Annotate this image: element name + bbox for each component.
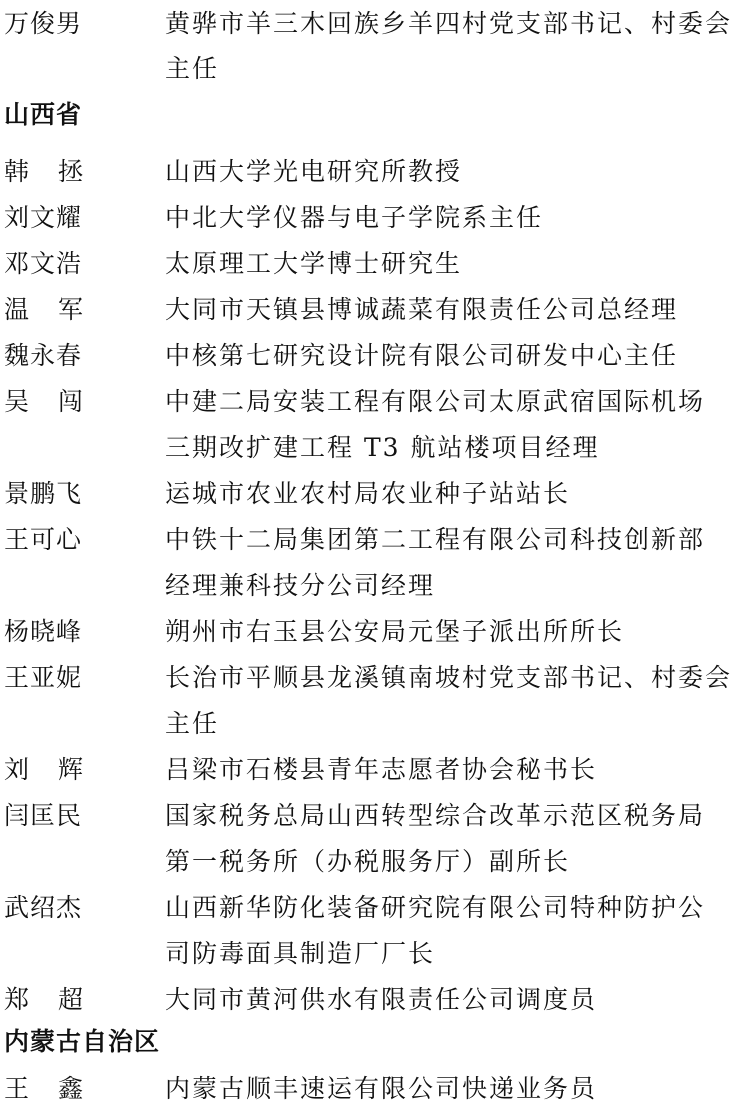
person-title: 内蒙古顺丰速运有限公司快递业务员 bbox=[165, 1074, 598, 1103]
entry-continuation bbox=[0, 425, 750, 471]
entry-row bbox=[0, 517, 750, 563]
person-title: 国家税务总局山西转型综合改革示范区税务局 bbox=[165, 801, 706, 830]
entry-continuation bbox=[0, 563, 750, 609]
entry-row bbox=[0, 1066, 750, 1112]
person-name: 王可心 bbox=[4, 525, 83, 554]
person-name-part: 拯 bbox=[57, 157, 84, 186]
person-name-part: 郑 bbox=[4, 985, 31, 1014]
person-name: 景鹏飞 bbox=[4, 479, 83, 508]
entry-row bbox=[0, 655, 750, 701]
person-name-part: 闯 bbox=[57, 387, 84, 416]
person-name: 闫匡民 bbox=[4, 801, 83, 830]
entry-row bbox=[0, 1, 750, 47]
person-title: 中核第七研究设计院有限公司研发中心主任 bbox=[165, 341, 679, 370]
person-title: 中北大学仪器与电子学院系主任 bbox=[165, 203, 544, 232]
person-name: 刘文耀 bbox=[4, 203, 83, 232]
person-title: 山西新华防化装备研究院有限公司特种防护公 bbox=[165, 893, 706, 922]
person-name-part: 鑫 bbox=[57, 1074, 84, 1103]
person-name bbox=[4, 1066, 84, 1112]
entry-row bbox=[0, 241, 750, 287]
person-name-part: 吴 bbox=[4, 387, 31, 416]
person-name: 万俊男 bbox=[4, 9, 83, 38]
entry-row bbox=[0, 287, 750, 333]
person-name: 武绍杰 bbox=[4, 893, 83, 922]
person-name-part: 刘 bbox=[4, 755, 31, 784]
section-heading: 内蒙古自治区 bbox=[4, 1027, 161, 1056]
person-title: 吕梁市石楼县青年志愿者协会秘书长 bbox=[165, 755, 598, 784]
entry-row bbox=[0, 149, 750, 195]
person-title: 大同市黄河供水有限责任公司调度员 bbox=[165, 985, 598, 1014]
entry-row bbox=[0, 379, 750, 425]
person-title: 太原理工大学博士研究生 bbox=[165, 249, 463, 278]
person-title-continued: 主任 bbox=[165, 54, 220, 83]
person-name bbox=[4, 379, 84, 425]
person-name-part: 韩 bbox=[4, 157, 31, 186]
person-name-part: 军 bbox=[57, 295, 84, 324]
person-title: 中建二局安装工程有限公司太原武宿国际机场 bbox=[165, 387, 706, 416]
person-title-continued: 经理兼科技分公司经理 bbox=[165, 571, 436, 600]
person-title: 朔州市右玉县公安局元堡子派出所所长 bbox=[165, 617, 625, 646]
entry-row bbox=[0, 333, 750, 379]
person-title-continued: 司防毒面具制造厂厂长 bbox=[165, 939, 436, 968]
entry-continuation bbox=[0, 701, 750, 747]
person-name-part: 超 bbox=[57, 985, 84, 1014]
person-name: 杨晓峰 bbox=[4, 617, 83, 646]
entry-continuation bbox=[0, 839, 750, 885]
entry-row bbox=[0, 471, 750, 517]
person-title: 大同市天镇县博诚蔬菜有限责任公司总经理 bbox=[165, 295, 679, 324]
entry-row bbox=[0, 885, 750, 931]
person-title: 黄骅市羊三木回族乡羊四村党支部书记、村委会 bbox=[165, 9, 733, 38]
person-name: 王亚妮 bbox=[4, 663, 83, 692]
person-name bbox=[4, 977, 84, 1023]
person-name: 邓文浩 bbox=[4, 249, 83, 278]
entry-row bbox=[0, 977, 750, 1023]
person-title-continued: 三期改扩建工程 T3 航站楼项目经理 bbox=[165, 433, 600, 462]
entry-row bbox=[0, 195, 750, 241]
person-title: 长治市平顺县龙溪镇南坡村党支部书记、村委会 bbox=[165, 663, 733, 692]
person-name: 魏永春 bbox=[4, 341, 83, 370]
person-name-part: 温 bbox=[4, 295, 31, 324]
person-name bbox=[4, 149, 84, 195]
entry-continuation bbox=[0, 46, 750, 92]
person-title: 运城市农业农村局农业种子站站长 bbox=[165, 479, 571, 508]
entry-row bbox=[0, 793, 750, 839]
person-name bbox=[4, 747, 84, 793]
section-heading: 山西省 bbox=[4, 100, 83, 129]
entry-row bbox=[0, 747, 750, 793]
person-title-continued: 第一税务所（办税服务厅）副所长 bbox=[165, 847, 571, 876]
entry-continuation bbox=[0, 931, 750, 977]
person-title: 山西大学光电研究所教授 bbox=[165, 157, 463, 186]
person-name-part: 辉 bbox=[57, 755, 84, 784]
person-name-part: 王 bbox=[4, 1074, 31, 1103]
person-name bbox=[4, 287, 84, 333]
entry-row bbox=[0, 609, 750, 655]
person-title-continued: 主任 bbox=[165, 709, 220, 738]
person-title: 中铁十二局集团第二工程有限公司科技创新部 bbox=[165, 525, 706, 554]
